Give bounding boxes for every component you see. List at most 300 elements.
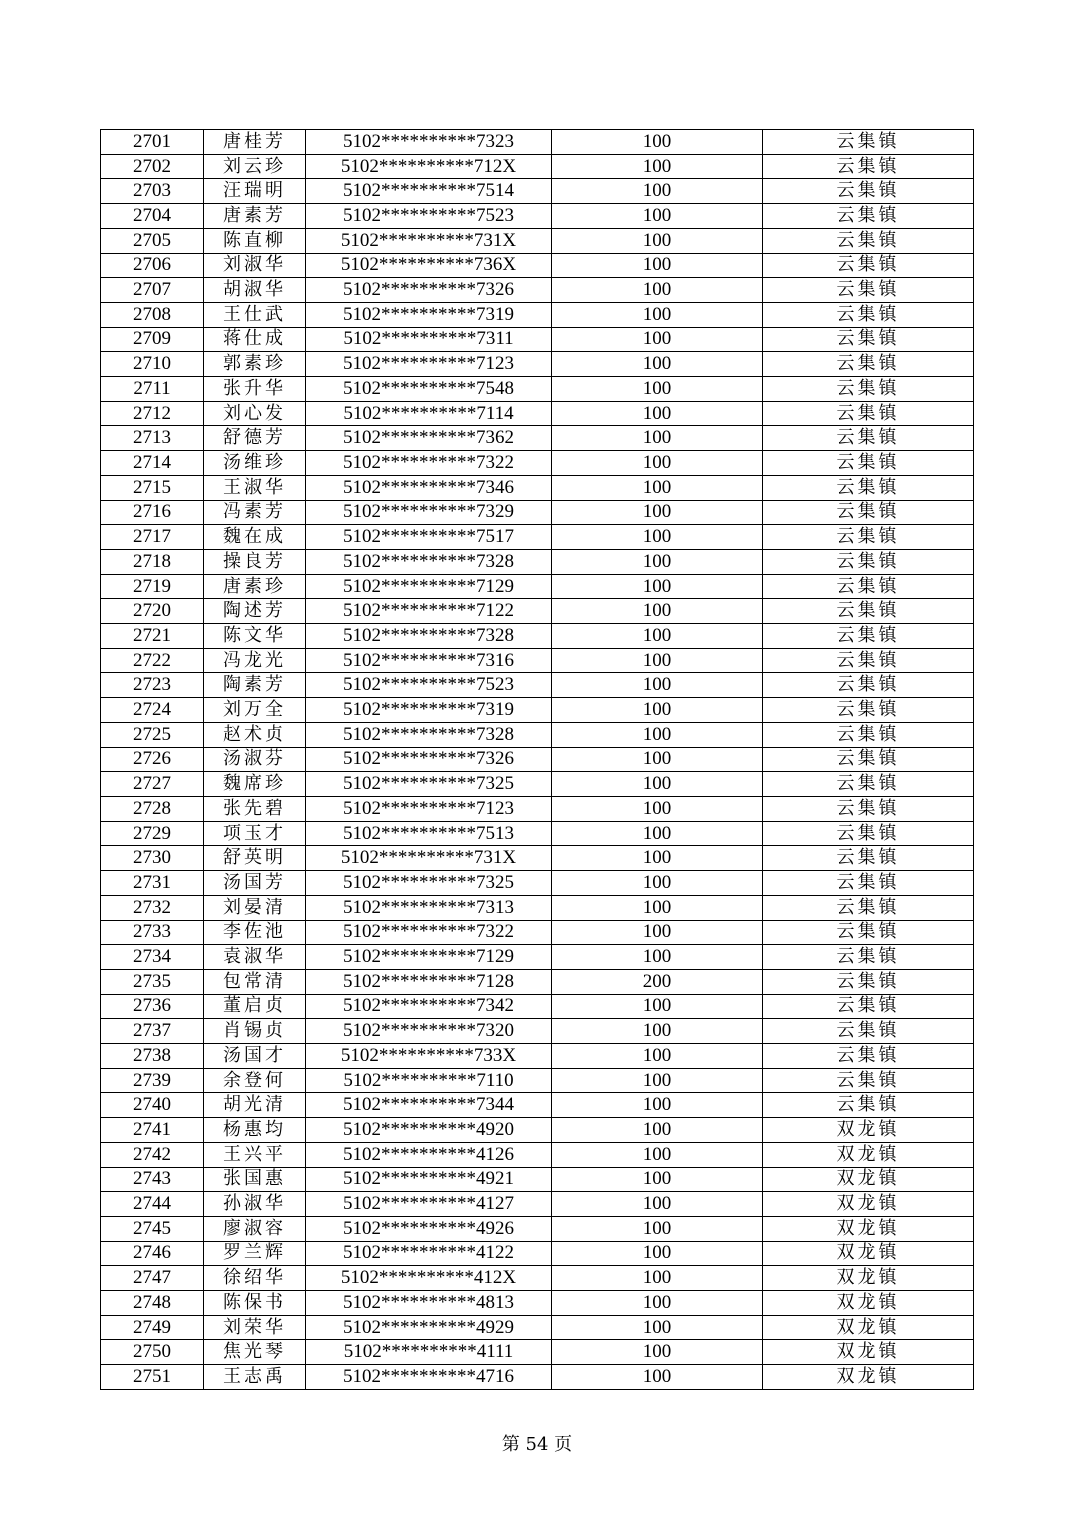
town-cell: 云集镇	[763, 895, 974, 920]
name-cell: 汤淑芬	[204, 747, 306, 772]
id-number-cell: 5102**********7517	[306, 525, 552, 550]
row-number-cell: 2721	[101, 624, 204, 649]
row-number-cell: 2751	[101, 1365, 204, 1390]
table-row	[101, 302, 974, 327]
name-cell: 刘晏清	[204, 895, 306, 920]
row-number-cell: 2713	[101, 426, 204, 451]
row-number-cell: 2737	[101, 1019, 204, 1044]
town-cell: 云集镇	[763, 426, 974, 451]
row-number-cell: 2750	[101, 1340, 204, 1365]
amount-cell: 100	[552, 624, 763, 649]
id-number-cell: 5102**********4126	[306, 1142, 552, 1167]
town-cell: 双龙镇	[763, 1315, 974, 1340]
id-number-cell: 5102**********7322	[306, 451, 552, 476]
name-cell: 魏席珍	[204, 772, 306, 797]
row-number-cell: 2714	[101, 451, 204, 476]
row-number-cell: 2730	[101, 846, 204, 871]
amount-cell: 100	[552, 278, 763, 303]
id-number-cell: 5102**********412X	[306, 1266, 552, 1291]
id-number-cell: 5102**********7316	[306, 648, 552, 673]
amount-cell: 100	[552, 549, 763, 574]
name-cell: 徐绍华	[204, 1266, 306, 1291]
id-number-cell: 5102**********7128	[306, 969, 552, 994]
table-row	[101, 179, 974, 204]
town-cell: 云集镇	[763, 648, 974, 673]
table-row	[101, 648, 974, 673]
table-row	[101, 130, 974, 155]
town-cell: 双龙镇	[763, 1365, 974, 1390]
amount-cell: 100	[552, 821, 763, 846]
name-cell: 罗兰辉	[204, 1241, 306, 1266]
row-number-cell: 2731	[101, 871, 204, 896]
id-number-cell: 5102**********4813	[306, 1291, 552, 1316]
row-number-cell: 2732	[101, 895, 204, 920]
id-number-cell: 5102**********7513	[306, 821, 552, 846]
amount-cell: 100	[552, 871, 763, 896]
page-number: 第 54 页	[501, 1434, 573, 1455]
amount-cell: 100	[552, 945, 763, 970]
name-cell: 舒德芳	[204, 426, 306, 451]
town-cell: 云集镇	[763, 130, 974, 155]
row-number-cell: 2705	[101, 228, 204, 253]
town-cell: 云集镇	[763, 352, 974, 377]
name-cell: 唐桂芳	[204, 130, 306, 155]
row-number-cell: 2726	[101, 747, 204, 772]
row-number-cell: 2708	[101, 302, 204, 327]
name-cell: 廖淑容	[204, 1216, 306, 1241]
town-cell: 云集镇	[763, 624, 974, 649]
town-cell: 云集镇	[763, 994, 974, 1019]
name-cell: 赵术贞	[204, 722, 306, 747]
table-row	[101, 1167, 974, 1192]
amount-cell: 100	[552, 451, 763, 476]
town-cell: 双龙镇	[763, 1216, 974, 1241]
amount-cell: 100	[552, 574, 763, 599]
table-row	[101, 1019, 974, 1044]
id-number-cell: 5102**********7523	[306, 204, 552, 229]
town-cell: 云集镇	[763, 599, 974, 624]
table-row	[101, 1241, 974, 1266]
town-cell: 云集镇	[763, 204, 974, 229]
amount-cell: 100	[552, 722, 763, 747]
id-number-cell: 5102**********712X	[306, 154, 552, 179]
name-cell: 陈文华	[204, 624, 306, 649]
id-number-cell: 5102**********7523	[306, 673, 552, 698]
amount-cell: 100	[552, 673, 763, 698]
name-cell: 张先碧	[204, 796, 306, 821]
name-cell: 张升华	[204, 377, 306, 402]
amount-cell: 100	[552, 920, 763, 945]
name-cell: 王仕武	[204, 302, 306, 327]
name-cell: 陶述芳	[204, 599, 306, 624]
town-cell: 云集镇	[763, 377, 974, 402]
row-number-cell: 2724	[101, 698, 204, 723]
row-number-cell: 2740	[101, 1093, 204, 1118]
town-cell: 云集镇	[763, 821, 974, 846]
table-row	[101, 451, 974, 476]
row-number-cell: 2723	[101, 673, 204, 698]
row-number-cell: 2745	[101, 1216, 204, 1241]
town-cell: 云集镇	[763, 574, 974, 599]
town-cell: 云集镇	[763, 278, 974, 303]
amount-cell: 100	[552, 1216, 763, 1241]
table-row	[101, 327, 974, 352]
row-number-cell: 2710	[101, 352, 204, 377]
amount-cell: 100	[552, 1167, 763, 1192]
name-cell: 王志禹	[204, 1365, 306, 1390]
table-row	[101, 796, 974, 821]
amount-cell: 100	[552, 895, 763, 920]
records-table	[100, 129, 974, 1390]
id-number-cell: 5102**********7122	[306, 599, 552, 624]
name-cell: 王兴平	[204, 1142, 306, 1167]
town-cell: 双龙镇	[763, 1142, 974, 1167]
row-number-cell: 2709	[101, 327, 204, 352]
id-number-cell: 5102**********7328	[306, 624, 552, 649]
amount-cell: 100	[552, 1365, 763, 1390]
amount-cell: 100	[552, 1044, 763, 1069]
amount-cell: 100	[552, 994, 763, 1019]
table-row	[101, 673, 974, 698]
id-number-cell: 5102**********4926	[306, 1216, 552, 1241]
id-number-cell: 5102**********7313	[306, 895, 552, 920]
row-number-cell: 2722	[101, 648, 204, 673]
amount-cell: 100	[552, 1142, 763, 1167]
amount-cell: 100	[552, 1118, 763, 1143]
id-number-cell: 5102**********7110	[306, 1068, 552, 1093]
amount-cell: 100	[552, 1266, 763, 1291]
id-number-cell: 5102**********7311	[306, 327, 552, 352]
name-cell: 刘万全	[204, 698, 306, 723]
amount-cell: 100	[552, 1192, 763, 1217]
town-cell: 云集镇	[763, 796, 974, 821]
row-number-cell: 2736	[101, 994, 204, 1019]
id-number-cell: 5102**********4921	[306, 1167, 552, 1192]
id-number-cell: 5102**********7114	[306, 401, 552, 426]
name-cell: 刘心发	[204, 401, 306, 426]
table-row	[101, 352, 974, 377]
table-row	[101, 895, 974, 920]
name-cell: 胡淑华	[204, 278, 306, 303]
id-number-cell: 5102**********7319	[306, 698, 552, 723]
id-number-cell: 5102**********7328	[306, 722, 552, 747]
amount-cell: 100	[552, 1068, 763, 1093]
id-number-cell: 5102**********7329	[306, 500, 552, 525]
row-number-cell: 2728	[101, 796, 204, 821]
id-number-cell: 5102**********7325	[306, 772, 552, 797]
table-row	[101, 253, 974, 278]
id-number-cell: 5102**********4920	[306, 1118, 552, 1143]
row-number-cell: 2706	[101, 253, 204, 278]
table-row	[101, 154, 974, 179]
amount-cell: 100	[552, 1340, 763, 1365]
amount-cell: 100	[552, 747, 763, 772]
row-number-cell: 2704	[101, 204, 204, 229]
row-number-cell: 2712	[101, 401, 204, 426]
town-cell: 云集镇	[763, 747, 974, 772]
town-cell: 双龙镇	[763, 1340, 974, 1365]
town-cell: 云集镇	[763, 327, 974, 352]
town-cell: 云集镇	[763, 401, 974, 426]
row-number-cell: 2747	[101, 1266, 204, 1291]
row-number-cell: 2717	[101, 525, 204, 550]
table-row	[101, 1365, 974, 1390]
id-number-cell: 5102**********4716	[306, 1365, 552, 1390]
name-cell: 唐素珍	[204, 574, 306, 599]
table-row	[101, 377, 974, 402]
table-row	[101, 821, 974, 846]
table-row	[101, 1044, 974, 1069]
amount-cell: 100	[552, 648, 763, 673]
table-row	[101, 401, 974, 426]
town-cell: 云集镇	[763, 673, 974, 698]
row-number-cell: 2733	[101, 920, 204, 945]
name-cell: 项玉才	[204, 821, 306, 846]
row-number-cell: 2742	[101, 1142, 204, 1167]
town-cell: 云集镇	[763, 722, 974, 747]
amount-cell: 100	[552, 846, 763, 871]
table-row	[101, 772, 974, 797]
table-row	[101, 945, 974, 970]
table-row	[101, 475, 974, 500]
id-number-cell: 5102**********4111	[306, 1340, 552, 1365]
town-cell: 云集镇	[763, 549, 974, 574]
table-row	[101, 846, 974, 871]
id-number-cell: 5102**********733X	[306, 1044, 552, 1069]
table-row	[101, 204, 974, 229]
id-number-cell: 5102**********7323	[306, 130, 552, 155]
row-number-cell: 2703	[101, 179, 204, 204]
town-cell: 云集镇	[763, 1068, 974, 1093]
amount-cell: 100	[552, 204, 763, 229]
name-cell: 刘云珍	[204, 154, 306, 179]
town-cell: 双龙镇	[763, 1266, 974, 1291]
table-row	[101, 500, 974, 525]
name-cell: 郭素珍	[204, 352, 306, 377]
id-number-cell: 5102**********4127	[306, 1192, 552, 1217]
name-cell: 余登何	[204, 1068, 306, 1093]
town-cell: 云集镇	[763, 1044, 974, 1069]
table-row	[101, 426, 974, 451]
table-row	[101, 1118, 974, 1143]
amount-cell: 100	[552, 1241, 763, 1266]
row-number-cell: 2739	[101, 1068, 204, 1093]
id-number-cell: 5102**********7129	[306, 574, 552, 599]
row-number-cell: 2734	[101, 945, 204, 970]
id-number-cell: 5102**********7123	[306, 796, 552, 821]
name-cell: 王淑华	[204, 475, 306, 500]
name-cell: 汤国才	[204, 1044, 306, 1069]
row-number-cell: 2715	[101, 475, 204, 500]
id-number-cell: 5102**********7514	[306, 179, 552, 204]
row-number-cell: 2746	[101, 1241, 204, 1266]
row-number-cell: 2716	[101, 500, 204, 525]
id-number-cell: 5102**********736X	[306, 253, 552, 278]
town-cell: 云集镇	[763, 525, 974, 550]
table-row	[101, 871, 974, 896]
name-cell: 唐素芳	[204, 204, 306, 229]
name-cell: 包常清	[204, 969, 306, 994]
amount-cell: 200	[552, 969, 763, 994]
row-number-cell: 2735	[101, 969, 204, 994]
id-number-cell: 5102**********7326	[306, 278, 552, 303]
id-number-cell: 5102**********7362	[306, 426, 552, 451]
table-row	[101, 599, 974, 624]
row-number-cell: 2701	[101, 130, 204, 155]
id-number-cell: 5102**********7322	[306, 920, 552, 945]
name-cell: 蒋仕成	[204, 327, 306, 352]
amount-cell: 100	[552, 500, 763, 525]
town-cell: 双龙镇	[763, 1291, 974, 1316]
name-cell: 魏在成	[204, 525, 306, 550]
name-cell: 陈直柳	[204, 228, 306, 253]
table-row	[101, 228, 974, 253]
name-cell: 肖锡贞	[204, 1019, 306, 1044]
row-number-cell: 2748	[101, 1291, 204, 1316]
town-cell: 云集镇	[763, 920, 974, 945]
amount-cell: 100	[552, 475, 763, 500]
table-row	[101, 969, 974, 994]
name-cell: 孙淑华	[204, 1192, 306, 1217]
row-number-cell: 2741	[101, 1118, 204, 1143]
name-cell: 陶素芳	[204, 673, 306, 698]
name-cell: 杨惠均	[204, 1118, 306, 1143]
town-cell: 云集镇	[763, 500, 974, 525]
table-row	[101, 747, 974, 772]
name-cell: 汪瑞明	[204, 179, 306, 204]
records-table-body	[101, 130, 974, 1390]
id-number-cell: 5102**********731X	[306, 846, 552, 871]
town-cell: 云集镇	[763, 772, 974, 797]
table-row	[101, 1291, 974, 1316]
table-row	[101, 1142, 974, 1167]
table-row	[101, 1192, 974, 1217]
row-number-cell: 2720	[101, 599, 204, 624]
row-number-cell: 2729	[101, 821, 204, 846]
town-cell: 双龙镇	[763, 1167, 974, 1192]
id-number-cell: 5102**********7328	[306, 549, 552, 574]
table-row	[101, 1216, 974, 1241]
name-cell: 刘淑华	[204, 253, 306, 278]
town-cell: 云集镇	[763, 698, 974, 723]
id-number-cell: 5102**********7123	[306, 352, 552, 377]
amount-cell: 100	[552, 302, 763, 327]
row-number-cell: 2744	[101, 1192, 204, 1217]
amount-cell: 100	[552, 772, 763, 797]
amount-cell: 100	[552, 130, 763, 155]
table-row	[101, 1068, 974, 1093]
id-number-cell: 5102**********7129	[306, 945, 552, 970]
amount-cell: 100	[552, 154, 763, 179]
row-number-cell: 2718	[101, 549, 204, 574]
table-row	[101, 574, 974, 599]
amount-cell: 100	[552, 1291, 763, 1316]
table-row	[101, 994, 974, 1019]
town-cell: 云集镇	[763, 1093, 974, 1118]
table-row	[101, 1340, 974, 1365]
id-number-cell: 5102**********7320	[306, 1019, 552, 1044]
row-number-cell: 2738	[101, 1044, 204, 1069]
amount-cell: 100	[552, 796, 763, 821]
id-number-cell: 5102**********7342	[306, 994, 552, 1019]
table-row	[101, 525, 974, 550]
name-cell: 袁淑华	[204, 945, 306, 970]
id-number-cell: 5102**********7344	[306, 1093, 552, 1118]
name-cell: 汤维珍	[204, 451, 306, 476]
id-number-cell: 5102**********7548	[306, 377, 552, 402]
row-number-cell: 2711	[101, 377, 204, 402]
table-row	[101, 624, 974, 649]
name-cell: 刘荣华	[204, 1315, 306, 1340]
row-number-cell: 2743	[101, 1167, 204, 1192]
name-cell: 汤国芳	[204, 871, 306, 896]
id-number-cell: 5102**********7346	[306, 475, 552, 500]
town-cell: 云集镇	[763, 1019, 974, 1044]
id-number-cell: 5102**********7319	[306, 302, 552, 327]
row-number-cell: 2749	[101, 1315, 204, 1340]
amount-cell: 100	[552, 327, 763, 352]
id-number-cell: 5102**********731X	[306, 228, 552, 253]
table-row	[101, 722, 974, 747]
row-number-cell: 2707	[101, 278, 204, 303]
amount-cell: 100	[552, 599, 763, 624]
town-cell: 云集镇	[763, 871, 974, 896]
id-number-cell: 5102**********4929	[306, 1315, 552, 1340]
row-number-cell: 2702	[101, 154, 204, 179]
name-cell: 冯素芳	[204, 500, 306, 525]
town-cell: 云集镇	[763, 451, 974, 476]
name-cell: 董启贞	[204, 994, 306, 1019]
town-cell: 云集镇	[763, 969, 974, 994]
row-number-cell: 2727	[101, 772, 204, 797]
amount-cell: 100	[552, 1315, 763, 1340]
amount-cell: 100	[552, 1093, 763, 1118]
town-cell: 云集镇	[763, 302, 974, 327]
town-cell: 云集镇	[763, 228, 974, 253]
name-cell: 操良芳	[204, 549, 306, 574]
amount-cell: 100	[552, 698, 763, 723]
table-row	[101, 920, 974, 945]
town-cell: 云集镇	[763, 945, 974, 970]
town-cell: 云集镇	[763, 475, 974, 500]
amount-cell: 100	[552, 179, 763, 204]
town-cell: 双龙镇	[763, 1118, 974, 1143]
row-number-cell: 2725	[101, 722, 204, 747]
amount-cell: 100	[552, 1019, 763, 1044]
name-cell: 李佐池	[204, 920, 306, 945]
table-row	[101, 1093, 974, 1118]
amount-cell: 100	[552, 253, 763, 278]
amount-cell: 100	[552, 377, 763, 402]
table-row	[101, 549, 974, 574]
amount-cell: 100	[552, 228, 763, 253]
name-cell: 陈保书	[204, 1291, 306, 1316]
name-cell: 焦光琴	[204, 1340, 306, 1365]
id-number-cell: 5102**********4122	[306, 1241, 552, 1266]
amount-cell: 100	[552, 426, 763, 451]
row-number-cell: 2719	[101, 574, 204, 599]
amount-cell: 100	[552, 352, 763, 377]
id-number-cell: 5102**********7325	[306, 871, 552, 896]
amount-cell: 100	[552, 525, 763, 550]
town-cell: 云集镇	[763, 253, 974, 278]
id-number-cell: 5102**********7326	[306, 747, 552, 772]
name-cell: 张国惠	[204, 1167, 306, 1192]
name-cell: 冯龙光	[204, 648, 306, 673]
table-row	[101, 1315, 974, 1340]
town-cell: 双龙镇	[763, 1241, 974, 1266]
town-cell: 云集镇	[763, 154, 974, 179]
